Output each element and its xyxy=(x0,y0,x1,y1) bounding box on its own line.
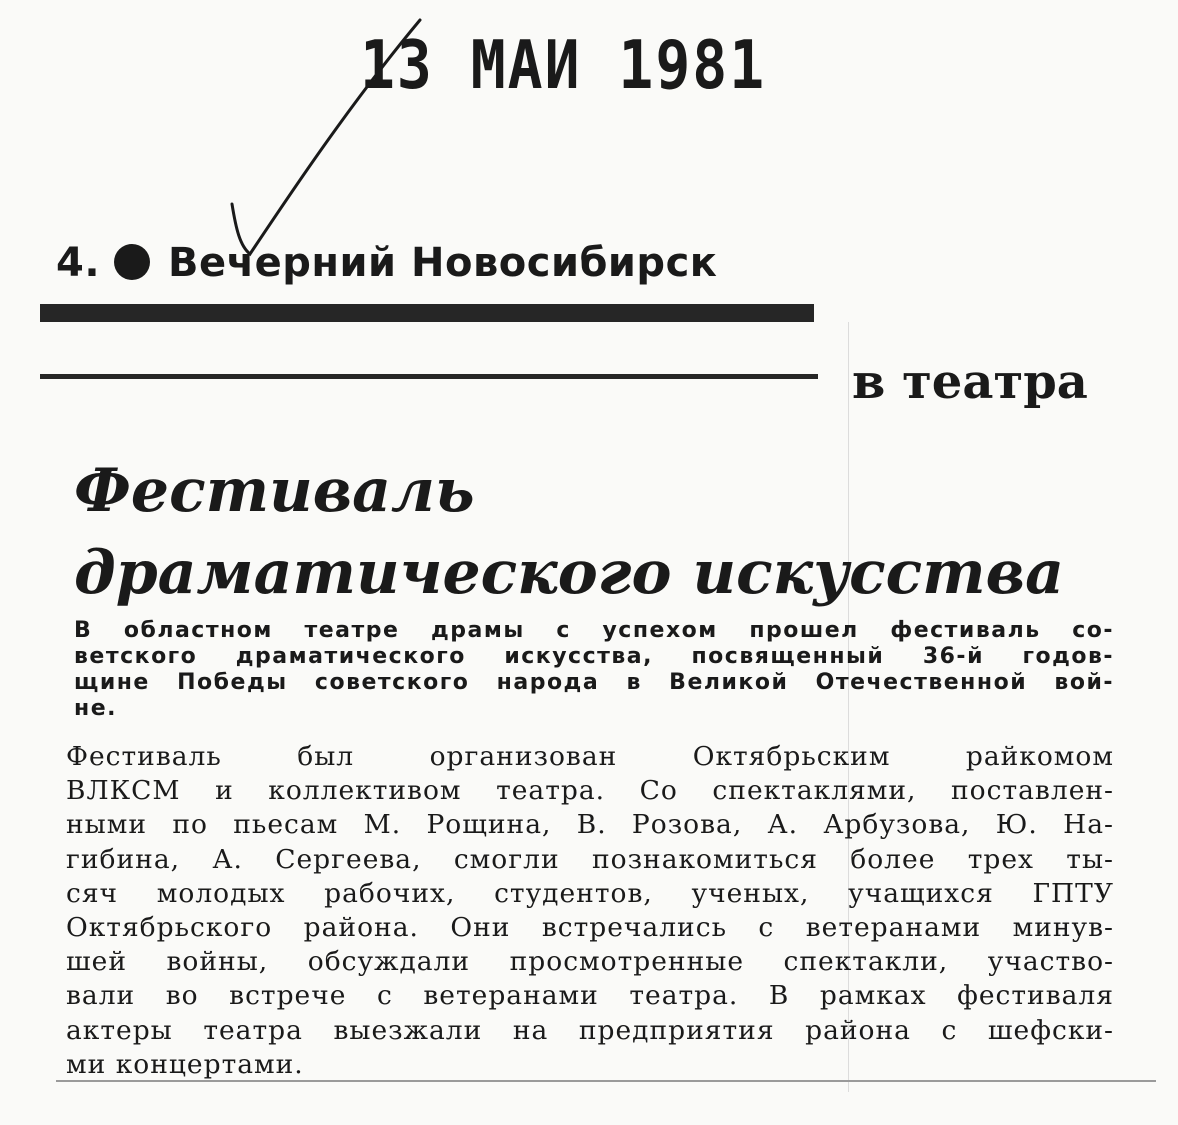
body-line: Фестиваль был организован Октябрьским райкомом xyxy=(66,741,1114,772)
section-label: в театра xyxy=(852,356,1088,409)
masthead xyxy=(56,240,717,286)
section-rule xyxy=(40,374,818,379)
newspaper-name: Вечерний Новосибирск xyxy=(168,240,718,286)
clipping-bottom-edge xyxy=(56,1080,1156,1082)
lead-line: не. xyxy=(74,696,117,721)
masthead-rule xyxy=(40,304,814,322)
headline-line: Фестиваль xyxy=(74,456,475,526)
article-headline xyxy=(74,450,1074,614)
body-line: шей войны, обсуждали просмотренные спектакли, участво- xyxy=(66,946,1114,978)
body-line: вали во встрече с ветеранами театра. В рамках фестиваля xyxy=(66,980,1114,1012)
body-line: Октябрьского района. Они встречались с ветеранами минув- xyxy=(66,912,1114,944)
body-line: гибина, А. Сергеева, смогли познакомиться более трех ты- xyxy=(66,843,1114,875)
lead-line: щине Победы советского народа в Великой Отечественной вой- xyxy=(74,670,1114,695)
page-number: 4. xyxy=(56,240,101,286)
body-line: ми концертами. xyxy=(66,1048,304,1080)
article-lead xyxy=(74,618,1114,722)
body-line: ВЛКСМ и коллективом театра. Со спектаклями, поставлен- xyxy=(66,775,1114,807)
date-stamp: 13 МАИ 1981 xyxy=(360,26,767,105)
body-line: актеры театра выезжали на предприятия района с шефски- xyxy=(66,1014,1114,1046)
lead-line: ветского драматического искусства, посвященный 36-й годов- xyxy=(74,644,1114,669)
body-line: ными по пьесам М. Рощина, В. Розова, А. Арбузова, Ю. На- xyxy=(66,809,1114,841)
article-body xyxy=(66,740,1114,1082)
headline-line: драматического искусства xyxy=(74,538,1064,608)
body-line: сяч молодых рабочих, студентов, ученых, учащихся ГПТУ xyxy=(66,877,1114,909)
lead-line: В областном театре драмы с успехом прошел фестиваль со- xyxy=(74,618,1114,643)
bullet-icon xyxy=(114,244,150,280)
